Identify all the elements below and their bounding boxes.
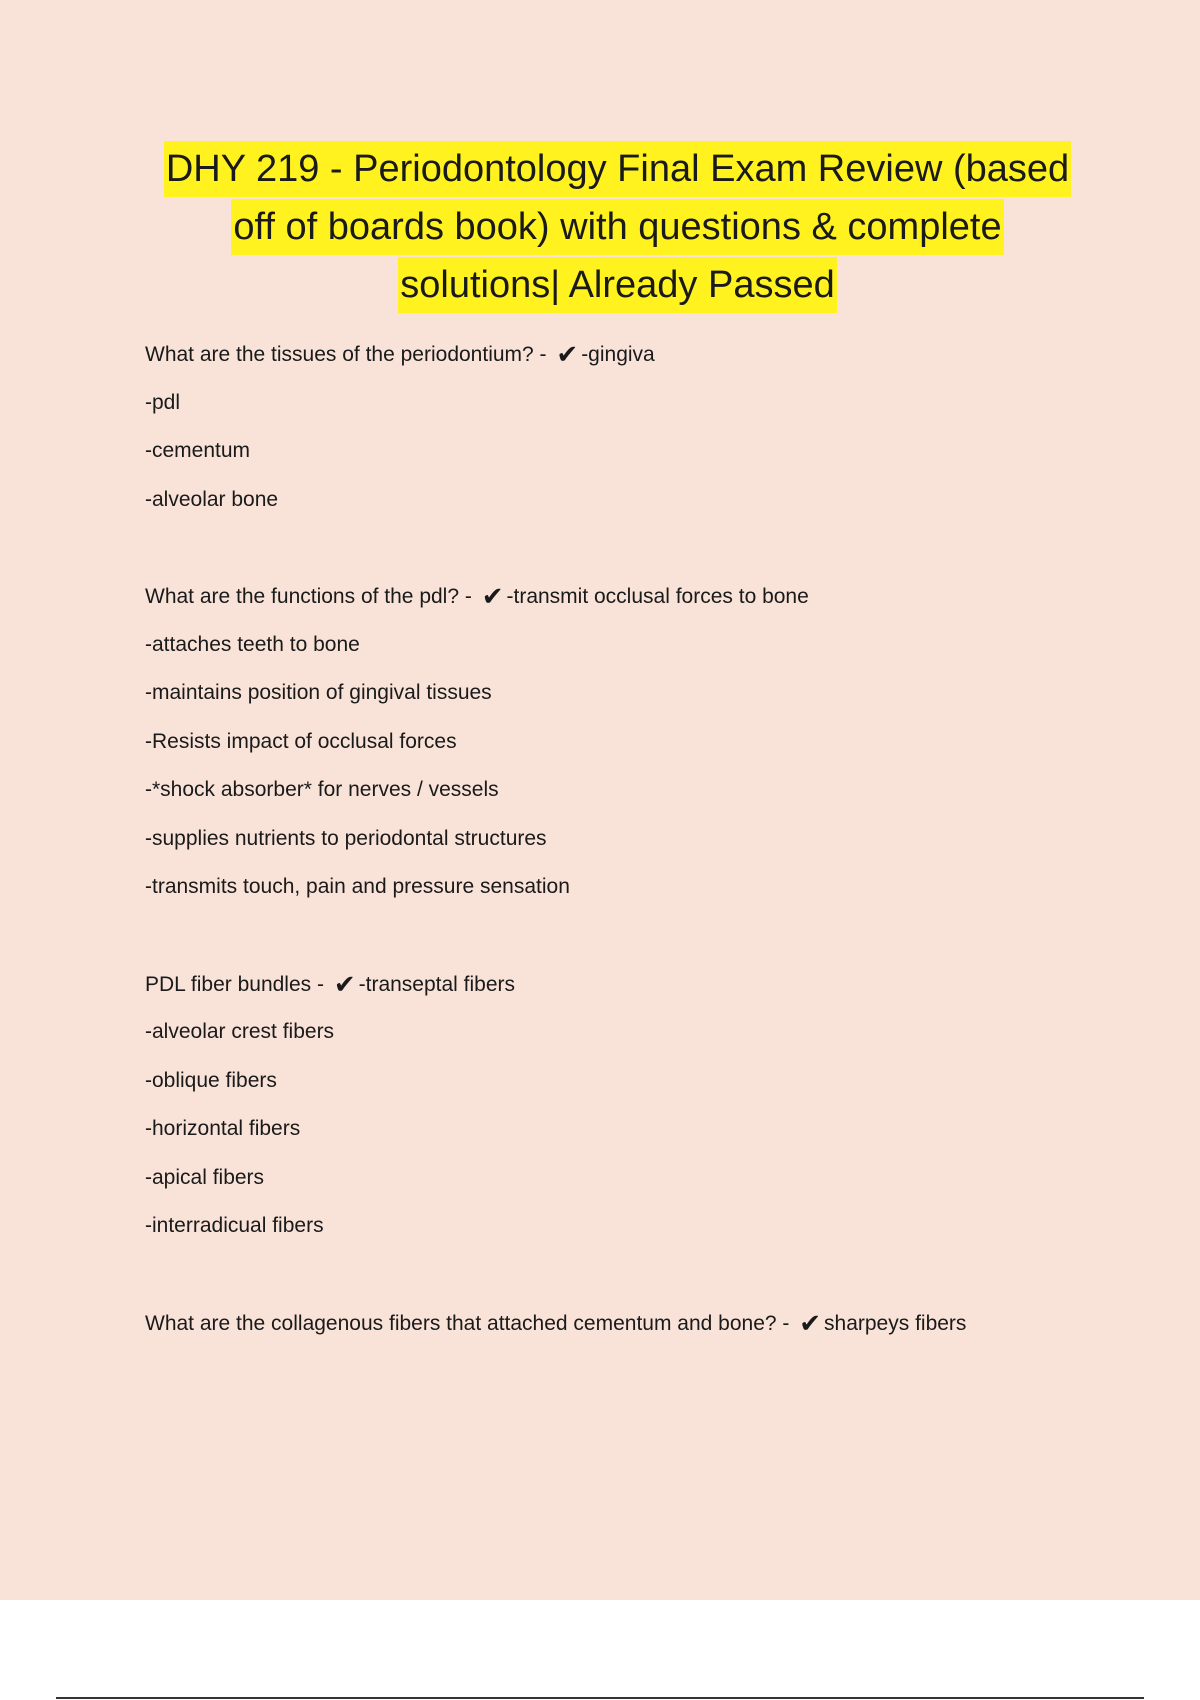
question-text: What are the tissues of the periodontium? - xyxy=(145,343,553,366)
answer-line: -alveolar bone xyxy=(145,487,279,511)
qa-item-2-question-line xyxy=(145,578,1105,627)
checkmark-icon: ✔ xyxy=(556,339,579,369)
qa-item-3-question-line xyxy=(145,966,1105,1015)
answer-line: -supplies nutrients to periodontal structures xyxy=(145,826,547,850)
title-line-2: off of boards book) with questions & complete xyxy=(231,199,1003,255)
qa-item-1-question-line xyxy=(145,336,1105,385)
question-text: What are the functions of the pdl? - xyxy=(145,585,478,608)
answer-line: -Resists impact of occlusal forces xyxy=(145,729,457,753)
document-title xyxy=(110,140,1125,314)
answer-line: -alveolar crest fibers xyxy=(145,1020,335,1043)
title-line-1: DHY 219 - Periodontology Final Exam Review (based xyxy=(164,141,1071,197)
qa-item-4-question-line xyxy=(145,1305,1105,1354)
checkmark-icon: ✔ xyxy=(481,581,504,611)
answer-line: -interradicual fibers xyxy=(145,1214,324,1237)
answer-text: -transmit occlusal forces to bone xyxy=(506,585,809,608)
answer-line: -horizontal fibers xyxy=(145,1117,301,1140)
answer-line: -transmits touch, pain and pressure sensation xyxy=(145,875,570,898)
question-text: PDL fiber bundles - xyxy=(145,972,330,996)
answer-line: -attaches teeth to bone xyxy=(145,632,360,656)
checkmark-icon: ✔ xyxy=(333,968,356,999)
answer-line: -*shock absorber* for nerves / vessels xyxy=(145,778,499,801)
answer-line: -oblique fibers xyxy=(145,1068,277,1092)
question-text: What are the collagenous fibers that attached cementum and bone? - xyxy=(145,1311,796,1335)
answer-text: sharpeys fibers xyxy=(824,1311,967,1335)
answer-line: -pdl xyxy=(145,390,181,414)
page-divider xyxy=(56,1697,1144,1699)
answer-line: -maintains position of gingival tissues xyxy=(145,681,492,704)
qa-list xyxy=(145,336,1105,1353)
checkmark-icon: ✔ xyxy=(799,1307,822,1338)
answer-text: -gingiva xyxy=(581,343,655,366)
answer-line: -apical fibers xyxy=(145,1165,265,1189)
answer-text: -transeptal fibers xyxy=(358,972,516,996)
answer-line: -cementum xyxy=(145,439,251,462)
title-line-3: solutions| Already Passed xyxy=(398,257,836,313)
